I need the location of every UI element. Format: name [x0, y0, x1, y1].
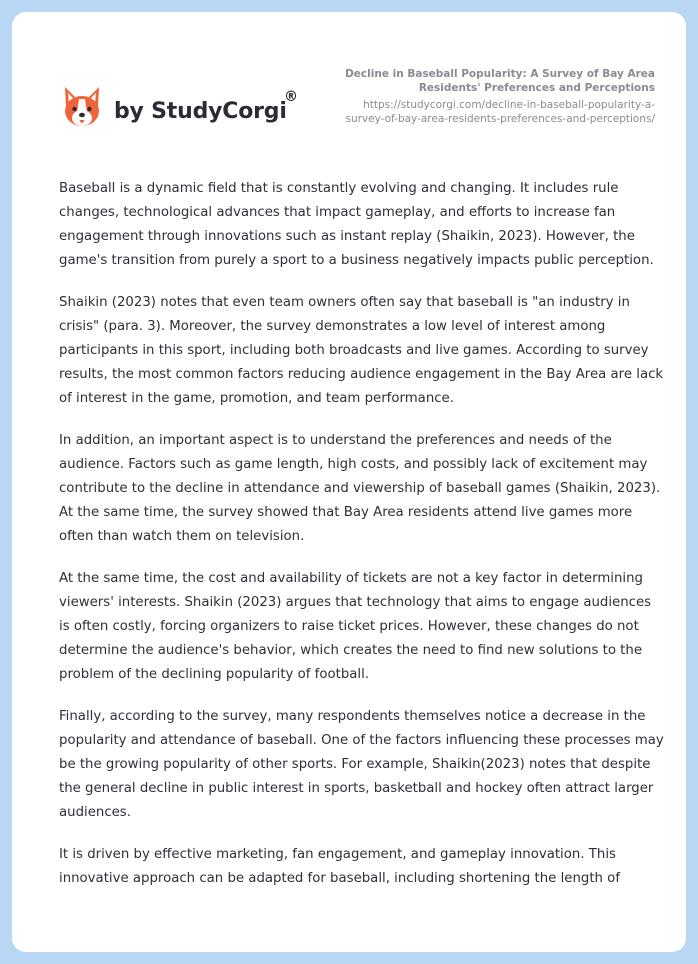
document-title	[295, 67, 655, 95]
document-url-line-1[interactable]: https://studycorgi.com/decline-in-baseball-popularity-a-	[363, 99, 655, 111]
brand-name: by StudyCorgi	[114, 98, 287, 124]
registered-mark: ®	[284, 89, 298, 105]
document-page	[12, 12, 686, 952]
document-title-line-2: Residents' Preferences and Perceptions	[418, 82, 655, 94]
document-header	[295, 67, 655, 126]
document-title-line-1: Decline in Baseball Popularity: A Survey of Bay Area	[345, 68, 655, 80]
paragraph: In addition, an important aspect is to understand the preferences and needs of the audience. Factors such as game length, high costs, and possibly lack of excitement may contribute to the decline in attendance and viewership of baseball games (Shaikin, 2023). At the same time, the survey showed that Bay Area residents attend live games more often than watch them on television.	[59, 433, 661, 544]
paragraph: At the same time, the cost and availability of tickets are not a key factor in determining viewers' interests. Shaikin (2023) argues that technology that aims to engage audiences is often costly, forcing organizers to raise ticket prices. However, these changes do not determine the audience's behavior, which creates the need to find new solutions to the problem of the declining popularity of football.	[59, 571, 652, 682]
document-url[interactable]	[295, 98, 655, 126]
studycorgi-logo[interactable]	[62, 78, 298, 138]
document-body	[59, 177, 665, 909]
corgi-logo-icon	[62, 85, 102, 131]
paragraph: Finally, according to the survey, many respondents themselves notice a decrease in the popularity and attendance of baseball. One of the factors influencing these processes may be the growing popularity of other sports. For example, Shaikin(2023) notes that despite the general decline in public interest in sports, basketball and hockey often attract larger audiences.	[59, 709, 664, 820]
paragraph: Shaikin (2023) notes that even team owners often say that baseball is "an industry in crisis" (para. 3). Moreover, the survey demonstrates a low level of interest among participants in this sport, including both broadcasts and live games. According to survey results, the most common factors reducing audience engagement in the Bay Area are lack of interest in the game, promotion, and team performance.	[59, 295, 664, 406]
paragraph: It is driven by effective marketing, fan engagement, and gameplay innovation. This innovative approach can be adapted for baseball, including shortening the length of	[59, 847, 621, 886]
paragraph: Baseball is a dynamic field that is constantly evolving and changing. It includes rule changes, technological advances that impact gameplay, and efforts to increase fan engagement through innovations such as instant replay (Shaikin, 2023). However, the game's transition from purely a sport to a business negatively impacts public perception.	[59, 181, 654, 268]
document-url-line-2[interactable]: survey-of-bay-area-residents-preferences-and-perceptions/	[345, 113, 655, 125]
